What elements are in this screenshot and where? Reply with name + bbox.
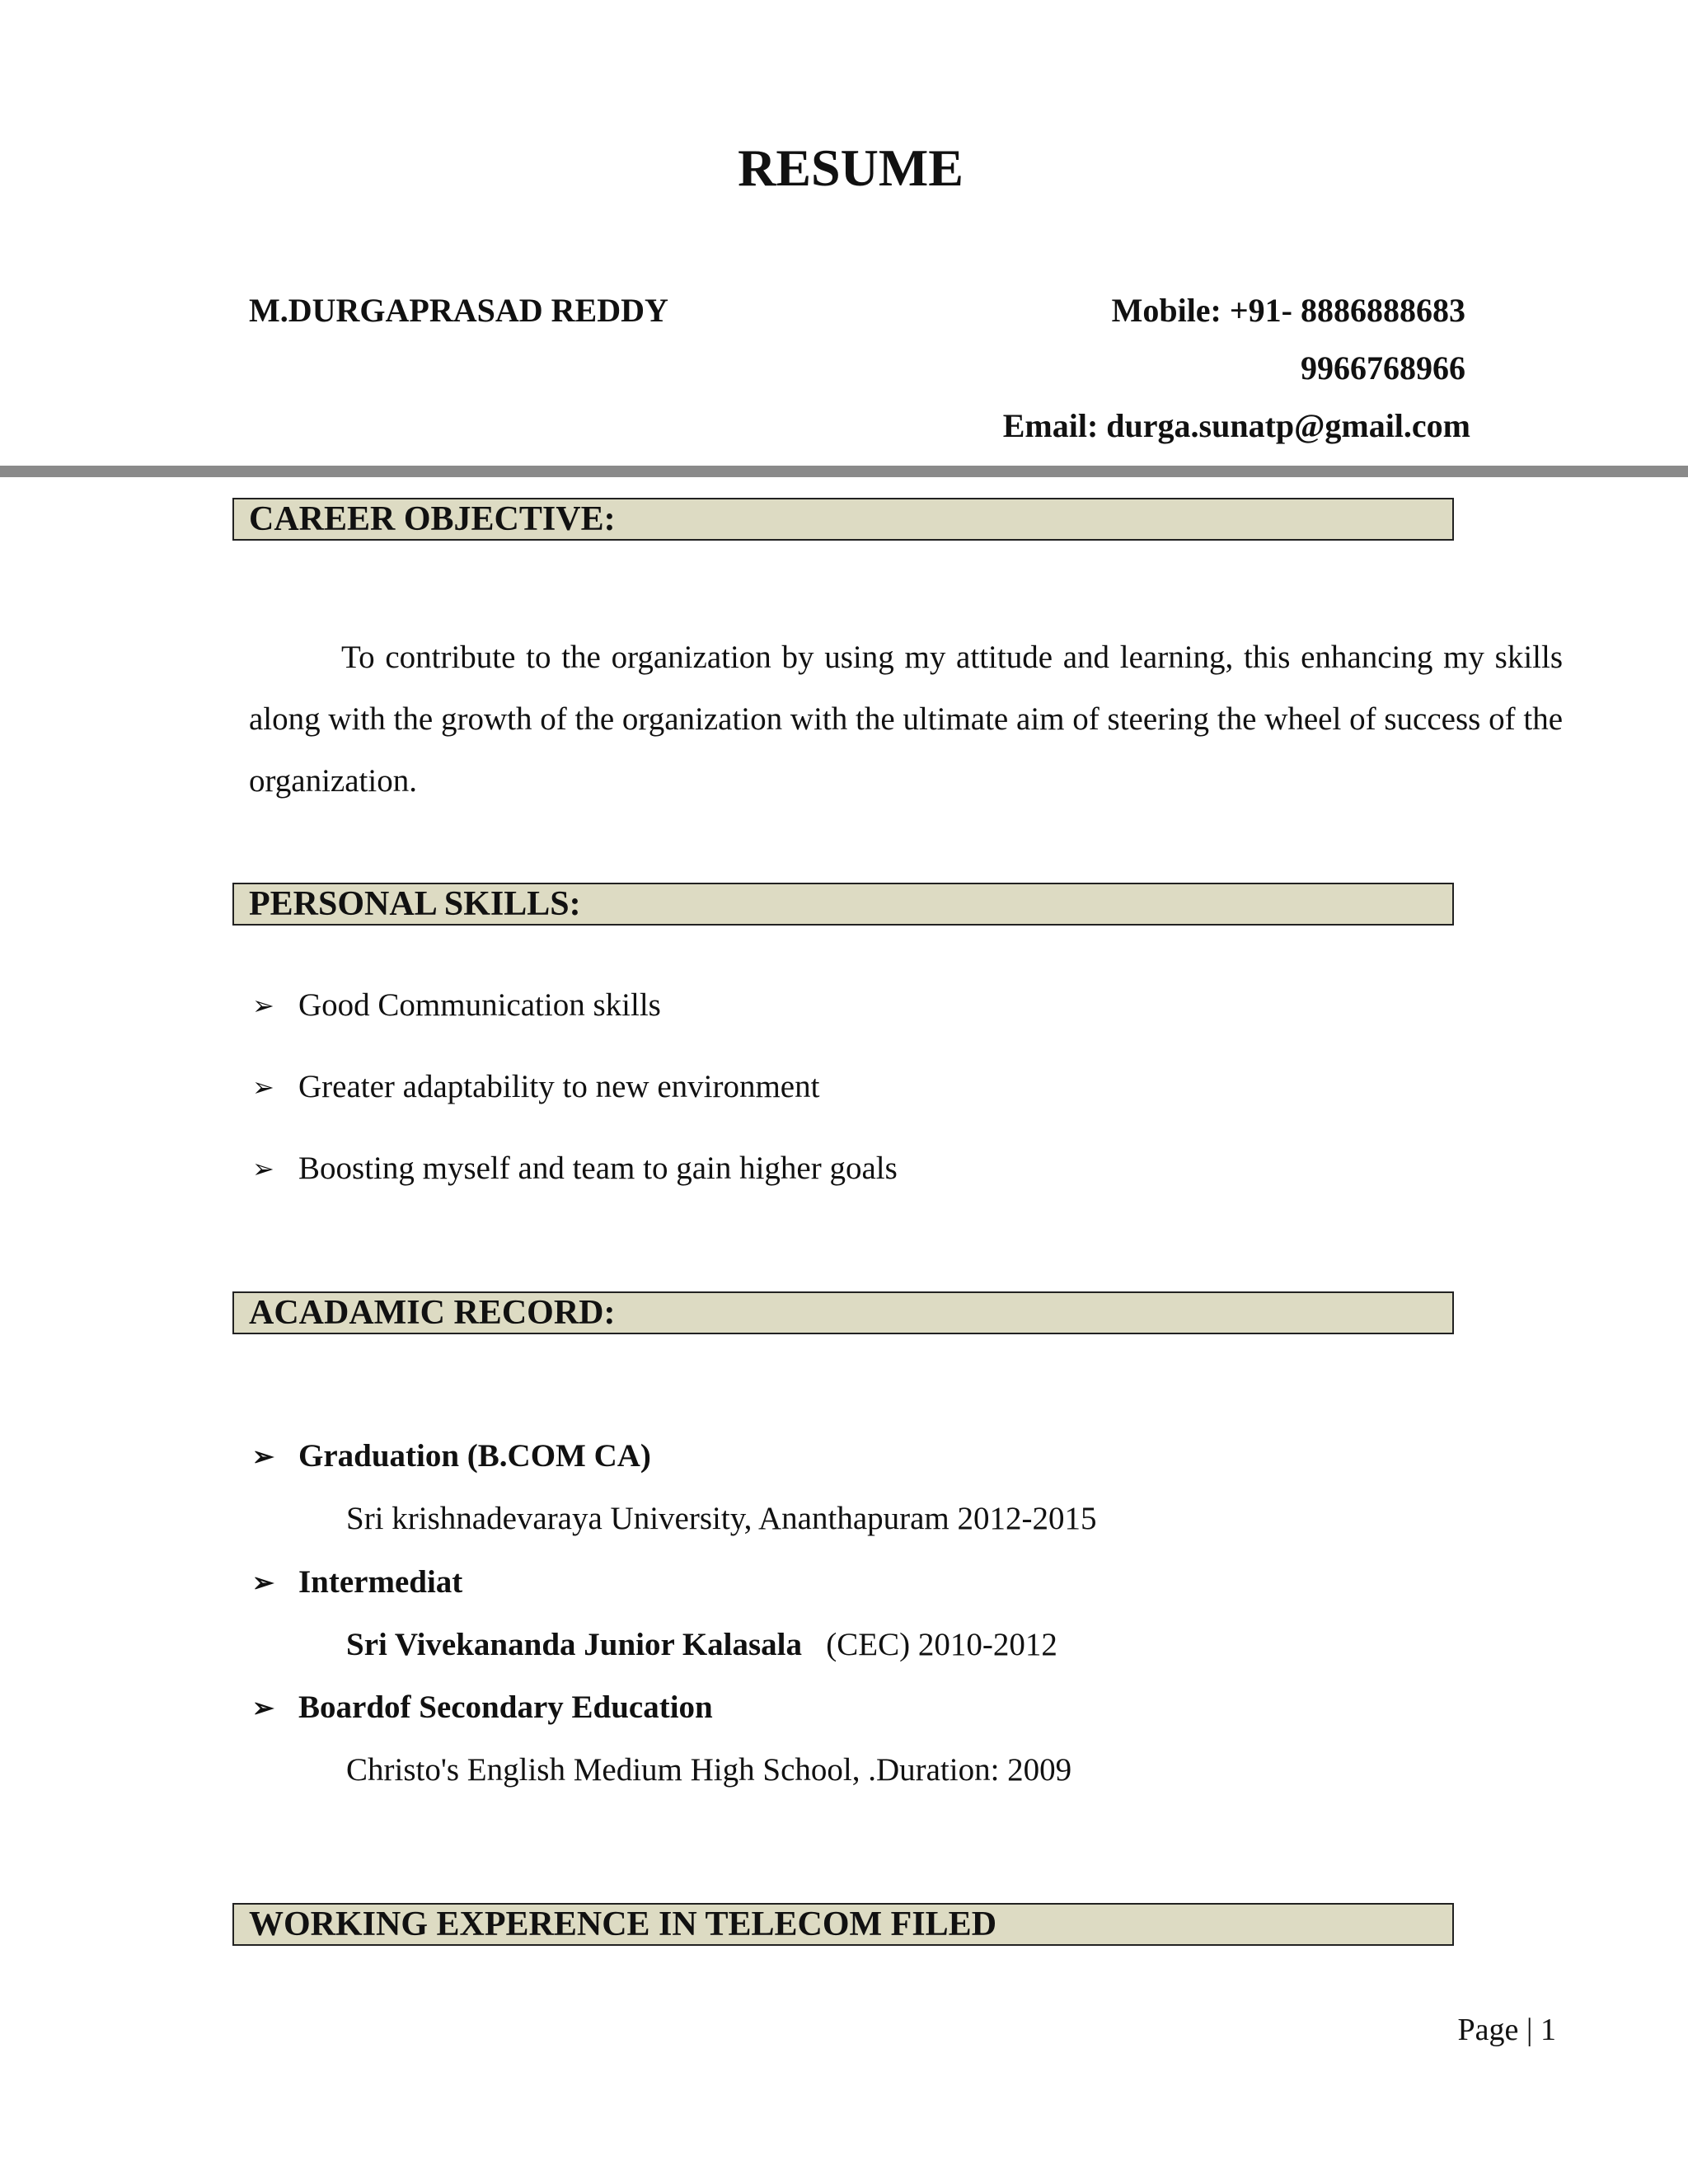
institution-detail <box>346 1624 1057 1666</box>
career-objective-text: To contribute to the organization by using my attitude and learning, this enhancing my skills along with the growth of the organization with the ultimate aim of steering the wheel of success of the organization. <box>249 640 1563 799</box>
candidate-name: M.DURGAPRASAD REDDY <box>249 292 668 329</box>
mobile-number: Mobile: +91- 8886888683 <box>1111 292 1465 329</box>
section-heading-academic-record: ACADAMIC RECORD: <box>232 1291 1454 1334</box>
list-item <box>252 1562 463 1603</box>
skill-text: Boosting myself and team to gain higher goals <box>298 1151 898 1186</box>
list-item <box>252 985 661 1026</box>
section-heading-career-objective: CAREER OBJECTIVE: <box>232 498 1454 541</box>
skill-text: Good Communication skills <box>298 987 661 1023</box>
arrowhead-bullet-icon: ➢ <box>252 1154 274 1183</box>
email-address: Email: durga.sunatp@gmail.com <box>1002 407 1470 444</box>
list-item <box>252 1687 713 1728</box>
list-item <box>252 1436 651 1477</box>
institution-detail: Sri krishnadevaraya University, Ananthapuram 2012-2015 <box>346 1501 1097 1536</box>
degree-title: Graduation (B.COM CA) <box>298 1438 651 1474</box>
institution-name: Sri Vivekananda Junior Kalasala <box>346 1627 803 1662</box>
institution-detail: Christo's English Medium High School, .Duration: 2009 <box>346 1752 1072 1788</box>
resume-title: RESUME <box>738 138 964 197</box>
section-heading-working-experience: WORKING EXPERENCE IN TELECOM FILED <box>232 1903 1454 1946</box>
arrowhead-bullet-icon: ➢ <box>252 1072 274 1102</box>
page-number: Page | 1 <box>1457 2013 1556 2047</box>
arrowhead-bullet-icon: ➢ <box>252 991 274 1020</box>
arrowhead-bullet-icon: ➢ <box>252 1568 274 1597</box>
mobile-number-alt: 9966768966 <box>1301 349 1465 387</box>
arrowhead-bullet-icon: ➢ <box>252 1441 274 1471</box>
degree-title: Intermediat <box>298 1564 463 1600</box>
skill-text: Greater adaptability to new environment <box>298 1069 820 1104</box>
list-item <box>252 1066 820 1108</box>
institution-extra: (CEC) 2010-2012 <box>826 1627 1057 1662</box>
list-item <box>252 1148 898 1189</box>
degree-title: Boardof Secondary Education <box>298 1690 713 1725</box>
header-divider <box>0 466 1688 477</box>
arrowhead-bullet-icon: ➢ <box>252 1693 274 1722</box>
section-heading-personal-skills: PERSONAL SKILLS: <box>232 883 1454 926</box>
